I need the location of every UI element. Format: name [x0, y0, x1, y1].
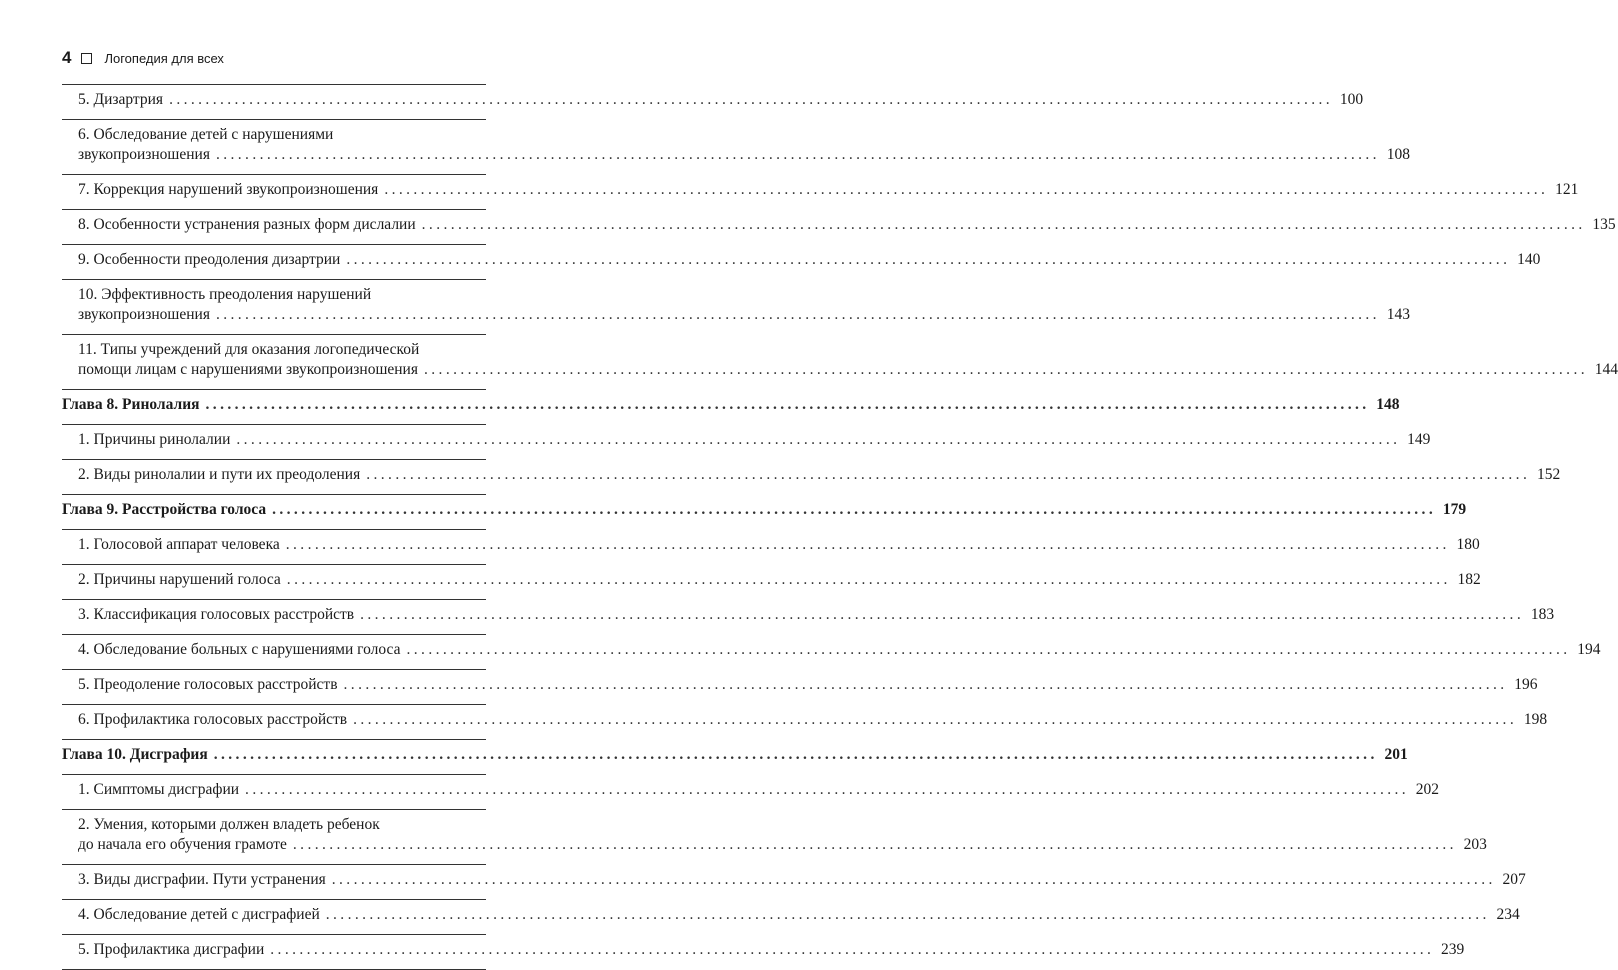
toc-section-entry[interactable] [62, 335, 1618, 390]
toc-chapter-entry[interactable] [62, 390, 1400, 425]
dot-leader: ................................................................................................................................................................ [360, 606, 1525, 623]
table-of-contents [62, 84, 1618, 970]
dot-leader: ................................................................................................................................................................ [169, 91, 1334, 108]
toc-section-entry[interactable] [62, 210, 1616, 245]
square-bullet-icon [81, 53, 92, 64]
toc-entry-row [78, 180, 1579, 200]
toc-page-number: 144 [1594, 361, 1618, 378]
toc-entry-row [78, 940, 1465, 960]
toc-page-number: 203 [1463, 836, 1487, 853]
toc-section-entry[interactable] [62, 600, 1555, 635]
toc-section-entry[interactable] [62, 565, 1481, 600]
toc-page-number: 143 [1386, 306, 1410, 323]
toc-entry-row [62, 500, 1467, 520]
dot-leader: ................................................................................................................................................................ [366, 466, 1531, 483]
dot-leader: ................................................................................................................................................................ [270, 941, 1435, 958]
toc-entry-row [62, 745, 1408, 765]
toc-page-number: 179 [1442, 501, 1467, 518]
toc-section-entry[interactable] [62, 775, 1440, 810]
toc-page-number: 207 [1502, 871, 1526, 888]
running-title: Логопедия для всех [104, 50, 224, 66]
dot-leader: ................................................................................................................................................................ [215, 146, 1380, 163]
toc-section-entry[interactable] [62, 670, 1538, 705]
dot-leader: ................................................................................................................................................................ [406, 641, 1571, 658]
toc-entry-title: 7. Коррекция нарушений звукопроизношения [78, 181, 379, 198]
toc-page-number: 108 [1386, 146, 1410, 163]
toc-page-number: 135 [1592, 216, 1616, 233]
toc-entry-title: 3. Классификация голосовых расстройств [78, 606, 355, 623]
toc-entry-title: 3. Виды дисграфии. Пути устранения [78, 871, 326, 888]
toc-page-number: 201 [1384, 746, 1408, 763]
toc-entry-title: Глава 10. Дисграфия [62, 746, 208, 763]
toc-page-number: 152 [1536, 466, 1561, 483]
toc-page-number: 121 [1555, 181, 1579, 198]
toc-page-number: 194 [1577, 641, 1601, 658]
dot-leader: ................................................................................................................................................................ [286, 571, 1451, 588]
toc-section-entry[interactable] [62, 810, 1487, 865]
dot-leader: ................................................................................................................................................................ [215, 306, 1380, 323]
toc-entry-title: 4. Обследование детей с дисграфией [78, 906, 320, 923]
toc-page-number: 148 [1376, 396, 1400, 413]
toc-page-number: 180 [1456, 536, 1480, 553]
toc-section-entry[interactable] [62, 120, 1410, 175]
toc-entry-title: звукопроизношения [78, 146, 210, 163]
toc-entry-row [78, 905, 1520, 925]
toc-entry-title-line: 11. Типы учреждений для оказания логопедической [78, 341, 420, 358]
toc-entry-title-line: 2. Умения, которыми должен владеть ребенок [78, 816, 380, 833]
toc-section-entry[interactable] [62, 900, 1520, 935]
toc-entry-title: 4. Обследование больных с нарушениями голоса [78, 641, 401, 658]
dot-leader: ................................................................................................................................................................ [205, 396, 1370, 413]
toc-entry-row [78, 640, 1601, 660]
toc-chapter-entry[interactable] [62, 740, 1408, 775]
toc-entry-title: 6. Профилактика голосовых расстройств [78, 711, 348, 728]
toc-section-entry[interactable] [62, 705, 1548, 740]
toc-page-number: 196 [1514, 676, 1538, 693]
toc-section-entry[interactable] [62, 635, 1601, 670]
dot-leader: ................................................................................................................................................................ [346, 251, 1511, 268]
toc-entry-row [78, 710, 1548, 730]
toc-entry-row [78, 780, 1440, 800]
toc-entry-title: 2. Причины нарушений голоса [78, 571, 281, 588]
toc-section-entry[interactable] [62, 425, 1431, 460]
toc-page-number: 100 [1339, 91, 1364, 108]
toc-entry-row [78, 250, 1541, 270]
toc-page-number: 234 [1496, 906, 1520, 923]
page-number: 4 [62, 48, 72, 67]
toc-page-number: 182 [1457, 571, 1481, 588]
toc-entry-title: 2. Виды ринолалии и пути их преодоления [78, 466, 361, 483]
toc-page-number: 198 [1523, 711, 1548, 728]
toc-section-entry[interactable] [62, 460, 1561, 495]
toc-page-number: 140 [1517, 251, 1541, 268]
toc-section-entry[interactable] [62, 84, 1364, 120]
toc-entry-title: звукопроизношения [78, 306, 210, 323]
dot-leader: ................................................................................................................................................................ [331, 871, 1496, 888]
dot-leader: ................................................................................................................................................................ [272, 501, 1437, 518]
toc-page-number: 239 [1441, 941, 1465, 958]
toc-entry-row [78, 215, 1616, 235]
dot-leader: ................................................................................................................................................................ [292, 836, 1457, 853]
toc-entry-row [62, 395, 1400, 415]
toc-entry-row [78, 835, 1487, 855]
toc-entry-title: 1. Симптомы дисграфии [78, 781, 240, 798]
toc-entry-row [78, 305, 1410, 325]
toc-entry-title: до начала его обучения грамоте [78, 836, 287, 853]
toc-entry-title-line: 10. Эффективность преодоления нарушений [78, 286, 372, 303]
toc-section-entry[interactable] [62, 175, 1579, 210]
toc-entry-row [78, 570, 1481, 590]
toc-entry-title: 8. Особенности устранения разных форм дислалии [78, 216, 416, 233]
dot-leader: ................................................................................................................................................................ [424, 361, 1588, 378]
toc-entry-row [78, 675, 1538, 695]
dot-leader: ................................................................................................................................................................ [343, 676, 1508, 693]
toc-entry-row [78, 535, 1480, 555]
dot-leader: ................................................................................................................................................................ [384, 181, 1549, 198]
toc-chapter-entry[interactable] [62, 495, 1467, 530]
toc-entry-title: Глава 8. Ринолалия [62, 396, 200, 413]
running-header [62, 48, 224, 68]
dot-leader: ................................................................................................................................................................ [421, 216, 1586, 233]
toc-section-entry[interactable] [62, 245, 1541, 280]
toc-entry-title: 9. Особенности преодоления дизартрии [78, 251, 341, 268]
toc-entry-title-line: 6. Обследование детей с нарушениями [78, 126, 334, 143]
toc-entry-row [78, 605, 1555, 625]
toc-entry-title: Глава 9. Расстройства голоса [62, 501, 267, 518]
toc-entry-row [78, 870, 1526, 890]
toc-entry-title: помощи лицам с нарушениями звукопроизношения [78, 361, 418, 378]
dot-leader: ................................................................................................................................................................ [353, 711, 1518, 728]
toc-section-entry[interactable] [62, 865, 1526, 900]
toc-entry-title: 5. Преодоление голосовых расстройств [78, 676, 338, 693]
dot-leader: ................................................................................................................................................................ [236, 431, 1401, 448]
toc-section-entry[interactable] [62, 530, 1480, 565]
toc-entry-row [78, 465, 1561, 485]
toc-entry-row [78, 360, 1618, 380]
toc-page-number: 149 [1407, 431, 1431, 448]
dot-leader: ................................................................................................................................................................ [213, 746, 1378, 763]
toc-entry-title: 1. Причины ринолалии [78, 431, 231, 448]
dot-leader: ................................................................................................................................................................ [285, 536, 1450, 553]
toc-entry-title: 5. Профилактика дисграфии [78, 941, 265, 958]
toc-entry-title: 5. Дизартрия [78, 91, 164, 108]
toc-section-entry[interactable] [62, 935, 1465, 970]
toc-entry-row [78, 430, 1431, 450]
toc-entry-title: 1. Голосовой аппарат человека [78, 536, 280, 553]
dot-leader: ................................................................................................................................................................ [325, 906, 1490, 923]
toc-page-number: 202 [1415, 781, 1440, 798]
toc-entry-row [78, 90, 1364, 110]
toc-page-number: 183 [1530, 606, 1555, 623]
toc-entry-row [78, 145, 1410, 165]
toc-section-entry[interactable] [62, 280, 1410, 335]
dot-leader: ................................................................................................................................................................ [245, 781, 1410, 798]
